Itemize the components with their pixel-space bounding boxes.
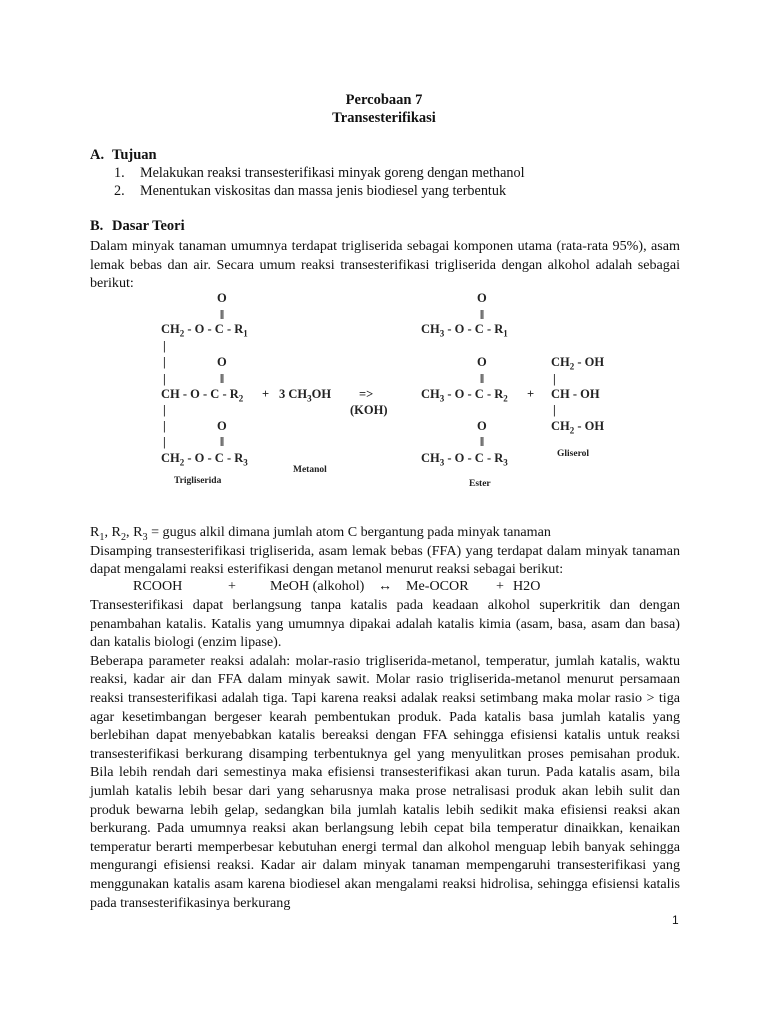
bond-line: | [553, 403, 556, 417]
double-bond-3: ‖ [220, 435, 225, 449]
glycerol-mid: CH - OH [551, 387, 600, 401]
objective-number: 2. [114, 183, 125, 199]
section-b-heading [90, 218, 185, 235]
objective-text: Melakukan reaksi transesterifikasi minyak goreng dengan methanol [140, 165, 525, 181]
oxygen-1: O [217, 291, 227, 305]
ffa-paragraph: Disamping transesterifikasi trigliserida, asam lemak bebas (FFA) yang terdapat dalam minyak tanaman dapat mengalami reaksi esterifikasi dengan metanol menurut reaksi sebagai berikut: [90, 542, 680, 578]
objective-item [114, 183, 506, 200]
page-title: Percobaan 7 [345, 92, 423, 108]
reaction-arrow: => [359, 387, 374, 401]
oxygen-3: O [217, 419, 227, 433]
double-bond-2: ‖ [220, 372, 225, 386]
parameters-paragraph: Beberapa parameter reaksi adalah: molar-rasio trigliserida-metanol, temperatur, jumlah katalis, waktu reaksi, kadar air dan FFA dalam minyak sawit. Molar rasio trigliserida-metanol menurut persamaan reaksi transesterifikasi adalah tiga. Tapi karena reaksi adalak reaksi setimbang maka molar rasio > tiga agar kesetimbangan bergeser kearah pembentukan produk. Pada katalis basa jumlah katalis yang berlebihan dapat menyebabkan katalis bereaksi dengan FFA sehingga efisiensi katalis untuk reaksi transesterifikasi berkurang disamping terbentuknya gel yang menyulitkan proses pemisahan produk. Bila lebih rendah dari semestinya maka efisiensi transesterifikasi akan turun. Pada katalis asam, bila jumlah katalis lebih besar dari yang seharusnya maka prose netralisasi produk akan lebih sulit dan produk bewarna lebih gelap, sedangkan bila jumlah katalis lebih sedikit maka efisiensi reaksi akan berkurang. Pada umumnya reaksi akan berlangsung lebih cepat bila temperatur dinaikkan, kenaikan temperatur berarti memperbesar kebutuhan energi termal dan alkohol menguap lebih banyak sehingga mengurangi efisiensi reaksi. Kadar air dalam minyak tanaman mempengaruhi transesterifikasi yang menggunakan katalis asam karena biodiesel akan mengalami reaksi hidrolisa, sehingga efisiensi katalis pada transesterifikasinya berkurang [90, 652, 680, 911]
oxygen-4: O [477, 291, 487, 305]
bond-line: | [163, 372, 166, 386]
plus-sign: + [228, 578, 236, 594]
bond-line: | [163, 403, 166, 417]
trigliserida-ch2-top: $CH_2$ - O - C - $R_1$ [161, 322, 248, 339]
product-ester: Me-OCOR [406, 578, 469, 594]
intro-paragraph: Dalam minyak tanaman umumnya terdapat trigliserida sebagai komponen utama (rata-rata 95%), asam lemak bebas dan air. Secara umum reaksi transesterifikasi trigliserida dengan alkohol adalah sebagai berikut: [90, 238, 680, 292]
methanol-reagent: 3 $CH_3OH$ [279, 387, 332, 404]
objective-text: Menentukan viskositas dan massa jenis biodiesel yang terbentuk [140, 183, 507, 199]
section-a-title: Tujuan [112, 147, 157, 163]
page-number: 1 [672, 913, 679, 927]
section-a-letter: A. [90, 147, 105, 163]
double-bond-6: ‖ [480, 435, 485, 449]
trigliserida-ch-mid: CH - O - C - $R_2$ [161, 387, 244, 404]
section-b-letter: B. [90, 218, 104, 234]
objective-item [114, 165, 525, 182]
ester-1: $CH_3$ - O - C - $R_1$ [421, 322, 508, 339]
label-metanol: Metanol [293, 465, 327, 475]
plus-sign: + [527, 387, 535, 401]
label-gliserol: Gliserol [557, 449, 590, 459]
reactant-meoh: MeOH (alkohol) [270, 578, 365, 594]
product-water: H2O [513, 578, 541, 594]
body-text [90, 596, 680, 912]
objective-number: 1. [114, 165, 125, 181]
reactant-rcooh: RCOOH [133, 578, 183, 594]
ester-3: $CH_3$ - O - C - $R_3$ [421, 451, 508, 468]
plus-sign: + [262, 387, 270, 401]
bond-line: | [553, 372, 556, 386]
oxygen-5: O [477, 355, 487, 369]
section-a-heading [90, 147, 157, 164]
ester-2: $CH_3$ - O - C - $R_2$ [421, 387, 508, 404]
oxygen-2: O [217, 355, 227, 369]
bond-line: | [163, 435, 166, 449]
r-group-paragraph: $R_1$, $R_2$, $R_3$ = gugus alkil dimana jumlah atom C bergantung pada minyak tanaman Disamping transesterifikasi trigliserida, asam lemak bebas (FFA) yang terdapat dalam minyak tanaman dapat mengalami reaksi esterifikasi dengan metanol menurut reaksi sebagai berikut: [90, 524, 680, 578]
glycerol-top: $CH_2$ - OH [551, 355, 605, 372]
section-b-title: Dasar Teori [112, 218, 185, 234]
catalyst-koh: (KOH) [350, 403, 388, 417]
double-bond-5: ‖ [480, 372, 485, 386]
equilibrium-arrow: ↔ [378, 578, 393, 594]
double-bond-4: ‖ [480, 308, 485, 322]
oxygen-6: O [477, 419, 487, 433]
double-bond-1: ‖ [220, 308, 225, 322]
bond-line: | [163, 339, 166, 353]
trigliserida-ch2-bottom: $CH_2$ - O - C - $R_3$ [161, 451, 248, 468]
label-trigliserida: Trigliserida [174, 476, 222, 486]
bond-line: | [163, 355, 166, 369]
bond-line: | [163, 419, 166, 433]
plus-sign: + [496, 578, 504, 594]
label-ester: Ester [469, 479, 491, 489]
glycerol-bottom: $CH_2$ - OH [551, 419, 605, 436]
page-subtitle: Transesterifikasi [332, 110, 436, 126]
catalyst-paragraph: Transesterifikasi dapat berlangsung tanpa katalis pada keadaan alkohol superkritik dan dengan penambahan katalis. Katalis yang umumnya dipakai adalah katalis kimia (asam, basa, asam dan basa) dan katalis biologi (enzim lipase). [90, 597, 680, 651]
